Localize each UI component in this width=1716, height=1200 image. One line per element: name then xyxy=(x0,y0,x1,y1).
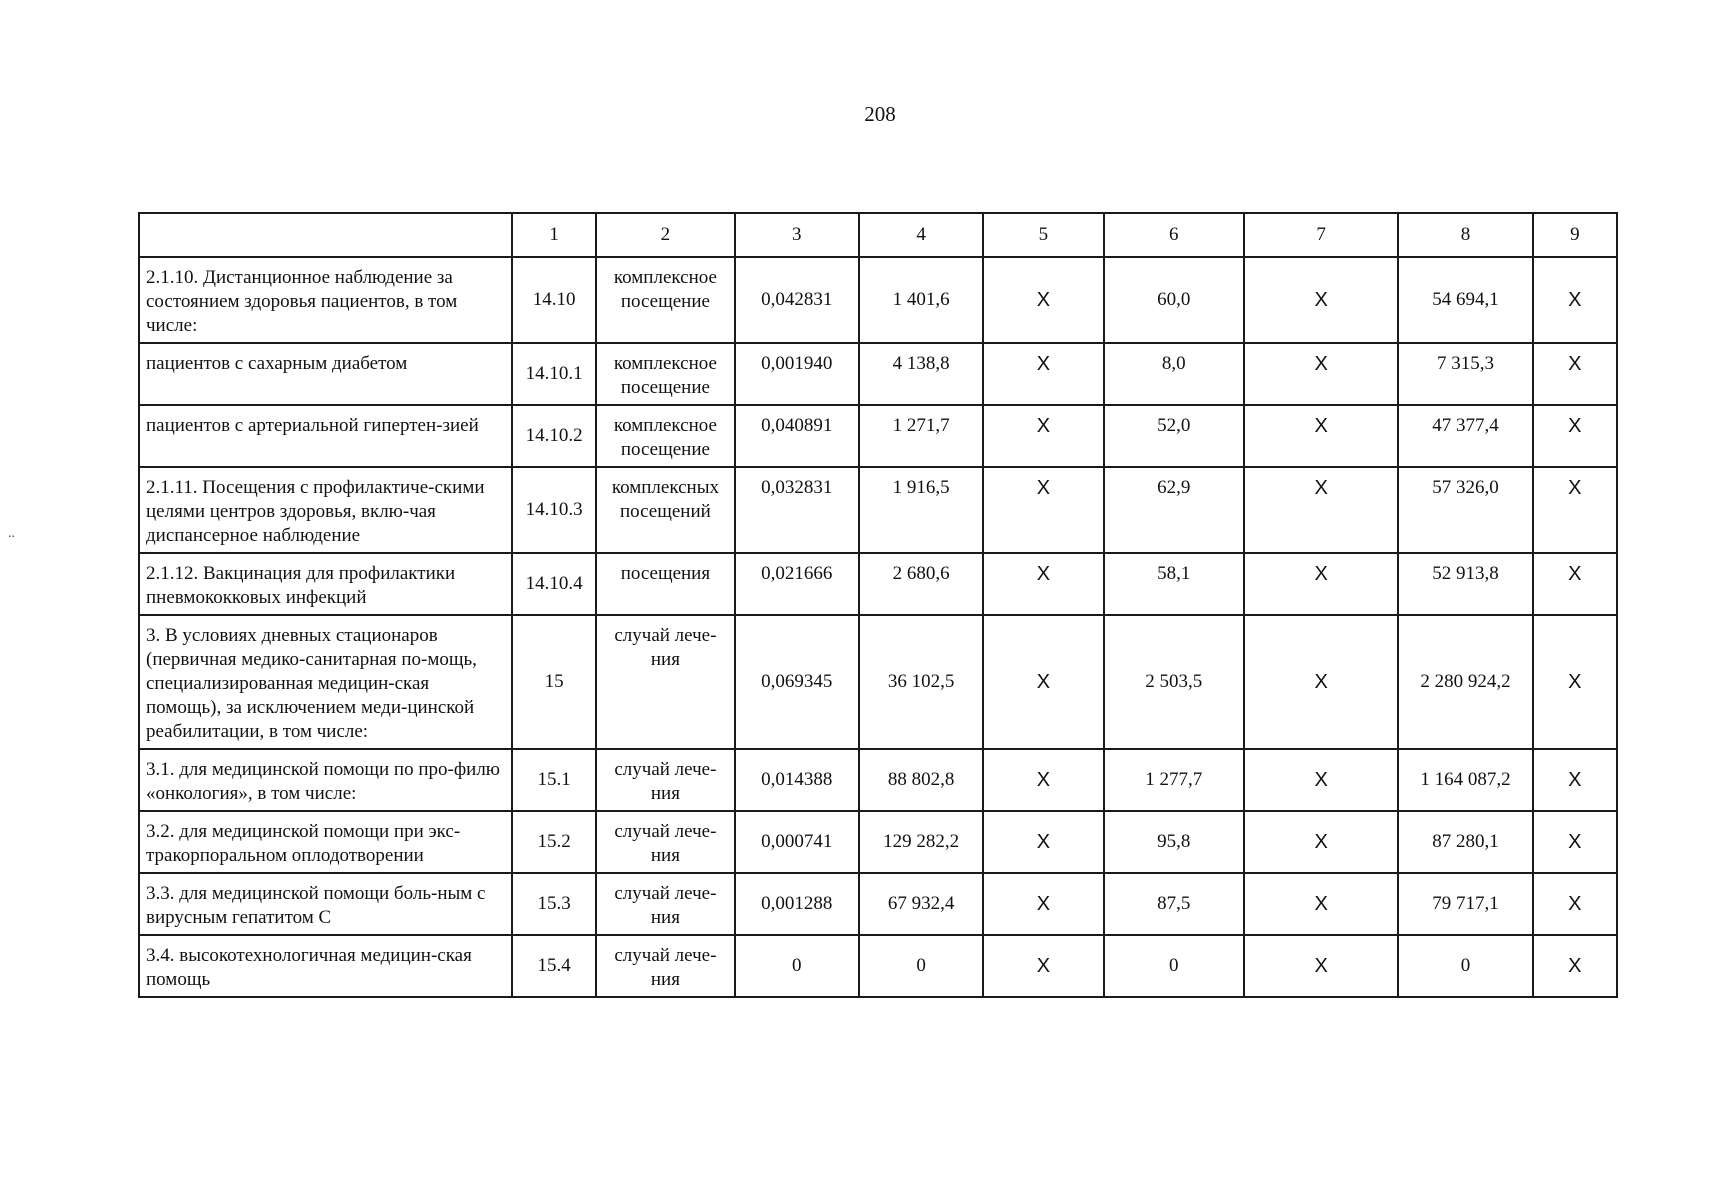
row-unit-cell: комплексных посещений xyxy=(596,467,734,553)
row-col6-cell: 95,8 xyxy=(1104,811,1244,873)
row-col5-cell: Х xyxy=(983,749,1103,811)
row-col7-cell: Х xyxy=(1244,749,1398,811)
row-col9-cell: Х xyxy=(1533,935,1617,997)
row-unit-cell: комплексное посещение xyxy=(596,257,734,343)
row-col4-cell: 36 102,5 xyxy=(859,615,983,749)
row-col5-cell: Х xyxy=(983,615,1103,749)
row-col8-cell: 0 xyxy=(1398,935,1532,997)
row-col7-cell: Х xyxy=(1244,873,1398,935)
row-col8-cell: 79 717,1 xyxy=(1398,873,1532,935)
row-col9-cell: Х xyxy=(1533,467,1617,553)
row-unit-cell: случай лече-ния xyxy=(596,873,734,935)
row-col9-cell: Х xyxy=(1533,615,1617,749)
row-col3-cell: 0,021666 xyxy=(735,553,859,615)
row-col5-cell: Х xyxy=(983,553,1103,615)
row-name-cell: 3.4. высокотехнологичная медицин-ская помощь xyxy=(139,935,512,997)
row-name-cell: 3.3. для медицинской помощи боль-ным с вирусным гепатитом С xyxy=(139,873,512,935)
row-col8-cell: 57 326,0 xyxy=(1398,467,1532,553)
table-row xyxy=(139,811,1617,873)
page-number: 208 xyxy=(864,102,896,126)
row-col9-cell: Х xyxy=(1533,343,1617,405)
row-col4-cell: 1 401,6 xyxy=(859,257,983,343)
header-cell-2: 2 xyxy=(596,213,734,257)
row-col8-cell: 1 164 087,2 xyxy=(1398,749,1532,811)
row-col6-cell: 58,1 xyxy=(1104,553,1244,615)
table-row xyxy=(139,935,1617,997)
row-unit-cell: посещения xyxy=(596,553,734,615)
row-col8-cell: 54 694,1 xyxy=(1398,257,1532,343)
row-col4-cell: 4 138,8 xyxy=(859,343,983,405)
row-col7-cell: Х xyxy=(1244,811,1398,873)
row-col4-cell: 67 932,4 xyxy=(859,873,983,935)
row-code-cell: 14.10.2 xyxy=(512,405,596,467)
row-col3-cell: 0,032831 xyxy=(735,467,859,553)
row-unit-cell: случай лече-ния xyxy=(596,935,734,997)
row-col3-cell: 0 xyxy=(735,935,859,997)
header-cell-9: 9 xyxy=(1533,213,1617,257)
row-col3-cell: 0,001288 xyxy=(735,873,859,935)
row-col3-cell: 0,000741 xyxy=(735,811,859,873)
row-col5-cell: Х xyxy=(983,343,1103,405)
header-cell-1: 1 xyxy=(512,213,596,257)
row-col6-cell: 8,0 xyxy=(1104,343,1244,405)
row-col9-cell: Х xyxy=(1533,873,1617,935)
row-code-cell: 15.3 xyxy=(512,873,596,935)
row-col5-cell: Х xyxy=(983,257,1103,343)
row-code-cell: 15.1 xyxy=(512,749,596,811)
row-col9-cell: Х xyxy=(1533,553,1617,615)
row-col8-cell: 2 280 924,2 xyxy=(1398,615,1532,749)
row-col4-cell: 88 802,8 xyxy=(859,749,983,811)
row-col8-cell: 52 913,8 xyxy=(1398,553,1532,615)
header-cell-5: 5 xyxy=(983,213,1103,257)
row-code-cell: 15.4 xyxy=(512,935,596,997)
row-unit-cell: случай лече-ния xyxy=(596,749,734,811)
row-col3-cell: 0,040891 xyxy=(735,405,859,467)
row-name-cell: 2.1.11. Посещения с профилактиче-скими целями центров здоровья, вклю-чая диспансерное наблюдение xyxy=(139,467,512,553)
row-col8-cell: 47 377,4 xyxy=(1398,405,1532,467)
row-col6-cell: 87,5 xyxy=(1104,873,1244,935)
row-col6-cell: 60,0 xyxy=(1104,257,1244,343)
table-row xyxy=(139,343,1617,405)
row-col5-cell: Х xyxy=(983,467,1103,553)
row-name-cell: 3.1. для медицинской помощи по про-филю «онкология», в том числе: xyxy=(139,749,512,811)
table-row xyxy=(139,615,1617,749)
data-table xyxy=(138,212,1618,998)
row-unit-cell: комплексное посещение xyxy=(596,343,734,405)
row-col7-cell: Х xyxy=(1244,615,1398,749)
row-code-cell: 14.10.3 xyxy=(512,467,596,553)
row-col3-cell: 0,001940 xyxy=(735,343,859,405)
table-row xyxy=(139,467,1617,553)
row-name-cell: 2.1.10. Дистанционное наблюдение за состоянием здоровья пациентов, в том числе: xyxy=(139,257,512,343)
row-col7-cell: Х xyxy=(1244,553,1398,615)
row-col3-cell: 0,042831 xyxy=(735,257,859,343)
row-col5-cell: Х xyxy=(983,811,1103,873)
row-col6-cell: 1 277,7 xyxy=(1104,749,1244,811)
table-header-row xyxy=(139,213,1617,257)
row-col8-cell: 87 280,1 xyxy=(1398,811,1532,873)
row-col5-cell: Х xyxy=(983,873,1103,935)
row-col7-cell: Х xyxy=(1244,935,1398,997)
row-code-cell: 14.10.1 xyxy=(512,343,596,405)
row-code-cell: 15.2 xyxy=(512,811,596,873)
row-name-cell: пациентов с сахарным диабетом xyxy=(139,343,512,405)
row-col5-cell: Х xyxy=(983,935,1103,997)
row-col4-cell: 1 916,5 xyxy=(859,467,983,553)
header-cell-4: 4 xyxy=(859,213,983,257)
row-col3-cell: 0,014388 xyxy=(735,749,859,811)
row-code-cell: 15 xyxy=(512,615,596,749)
row-col6-cell: 62,9 xyxy=(1104,467,1244,553)
row-col6-cell: 2 503,5 xyxy=(1104,615,1244,749)
header-cell-6: 6 xyxy=(1104,213,1244,257)
row-col4-cell: 2 680,6 xyxy=(859,553,983,615)
header-cell-8: 8 xyxy=(1398,213,1532,257)
row-col7-cell: Х xyxy=(1244,257,1398,343)
table-row xyxy=(139,257,1617,343)
row-col6-cell: 52,0 xyxy=(1104,405,1244,467)
row-col7-cell: Х xyxy=(1244,343,1398,405)
row-col9-cell: Х xyxy=(1533,257,1617,343)
row-unit-cell: случай лече-ния xyxy=(596,615,734,749)
row-col9-cell: Х xyxy=(1533,405,1617,467)
table-row xyxy=(139,553,1617,615)
row-name-cell: пациентов с артериальной гипертен-зией xyxy=(139,405,512,467)
margin-mark: .. xyxy=(8,526,15,541)
header-cell-7: 7 xyxy=(1244,213,1398,257)
row-col7-cell: Х xyxy=(1244,405,1398,467)
row-col7-cell: Х xyxy=(1244,467,1398,553)
row-col9-cell: Х xyxy=(1533,811,1617,873)
table-row xyxy=(139,405,1617,467)
header-cell-3: 3 xyxy=(735,213,859,257)
row-col5-cell: Х xyxy=(983,405,1103,467)
row-name-cell: 3. В условиях дневных стационаров (первичная медико-санитарная по-мощь, специализированная медицин-ская помощь), за исключением меди-цинской реабилитации, в том числе: xyxy=(139,615,512,749)
row-col4-cell: 129 282,2 xyxy=(859,811,983,873)
row-code-cell: 14.10.4 xyxy=(512,553,596,615)
row-col9-cell: Х xyxy=(1533,749,1617,811)
row-code-cell: 14.10 xyxy=(512,257,596,343)
row-name-cell: 3.2. для медицинской помощи при экс-тракорпоральном оплодотворении xyxy=(139,811,512,873)
row-col6-cell: 0 xyxy=(1104,935,1244,997)
row-col4-cell: 0 xyxy=(859,935,983,997)
row-unit-cell: случай лече-ния xyxy=(596,811,734,873)
row-name-cell: 2.1.12. Вакцинация для профилактики пневмококковых инфекций xyxy=(139,553,512,615)
header-cell-empty xyxy=(139,213,512,257)
row-col3-cell: 0,069345 xyxy=(735,615,859,749)
row-unit-cell: комплексное посещение xyxy=(596,405,734,467)
table-row xyxy=(139,749,1617,811)
row-col4-cell: 1 271,7 xyxy=(859,405,983,467)
table-row xyxy=(139,873,1617,935)
row-col8-cell: 7 315,3 xyxy=(1398,343,1532,405)
